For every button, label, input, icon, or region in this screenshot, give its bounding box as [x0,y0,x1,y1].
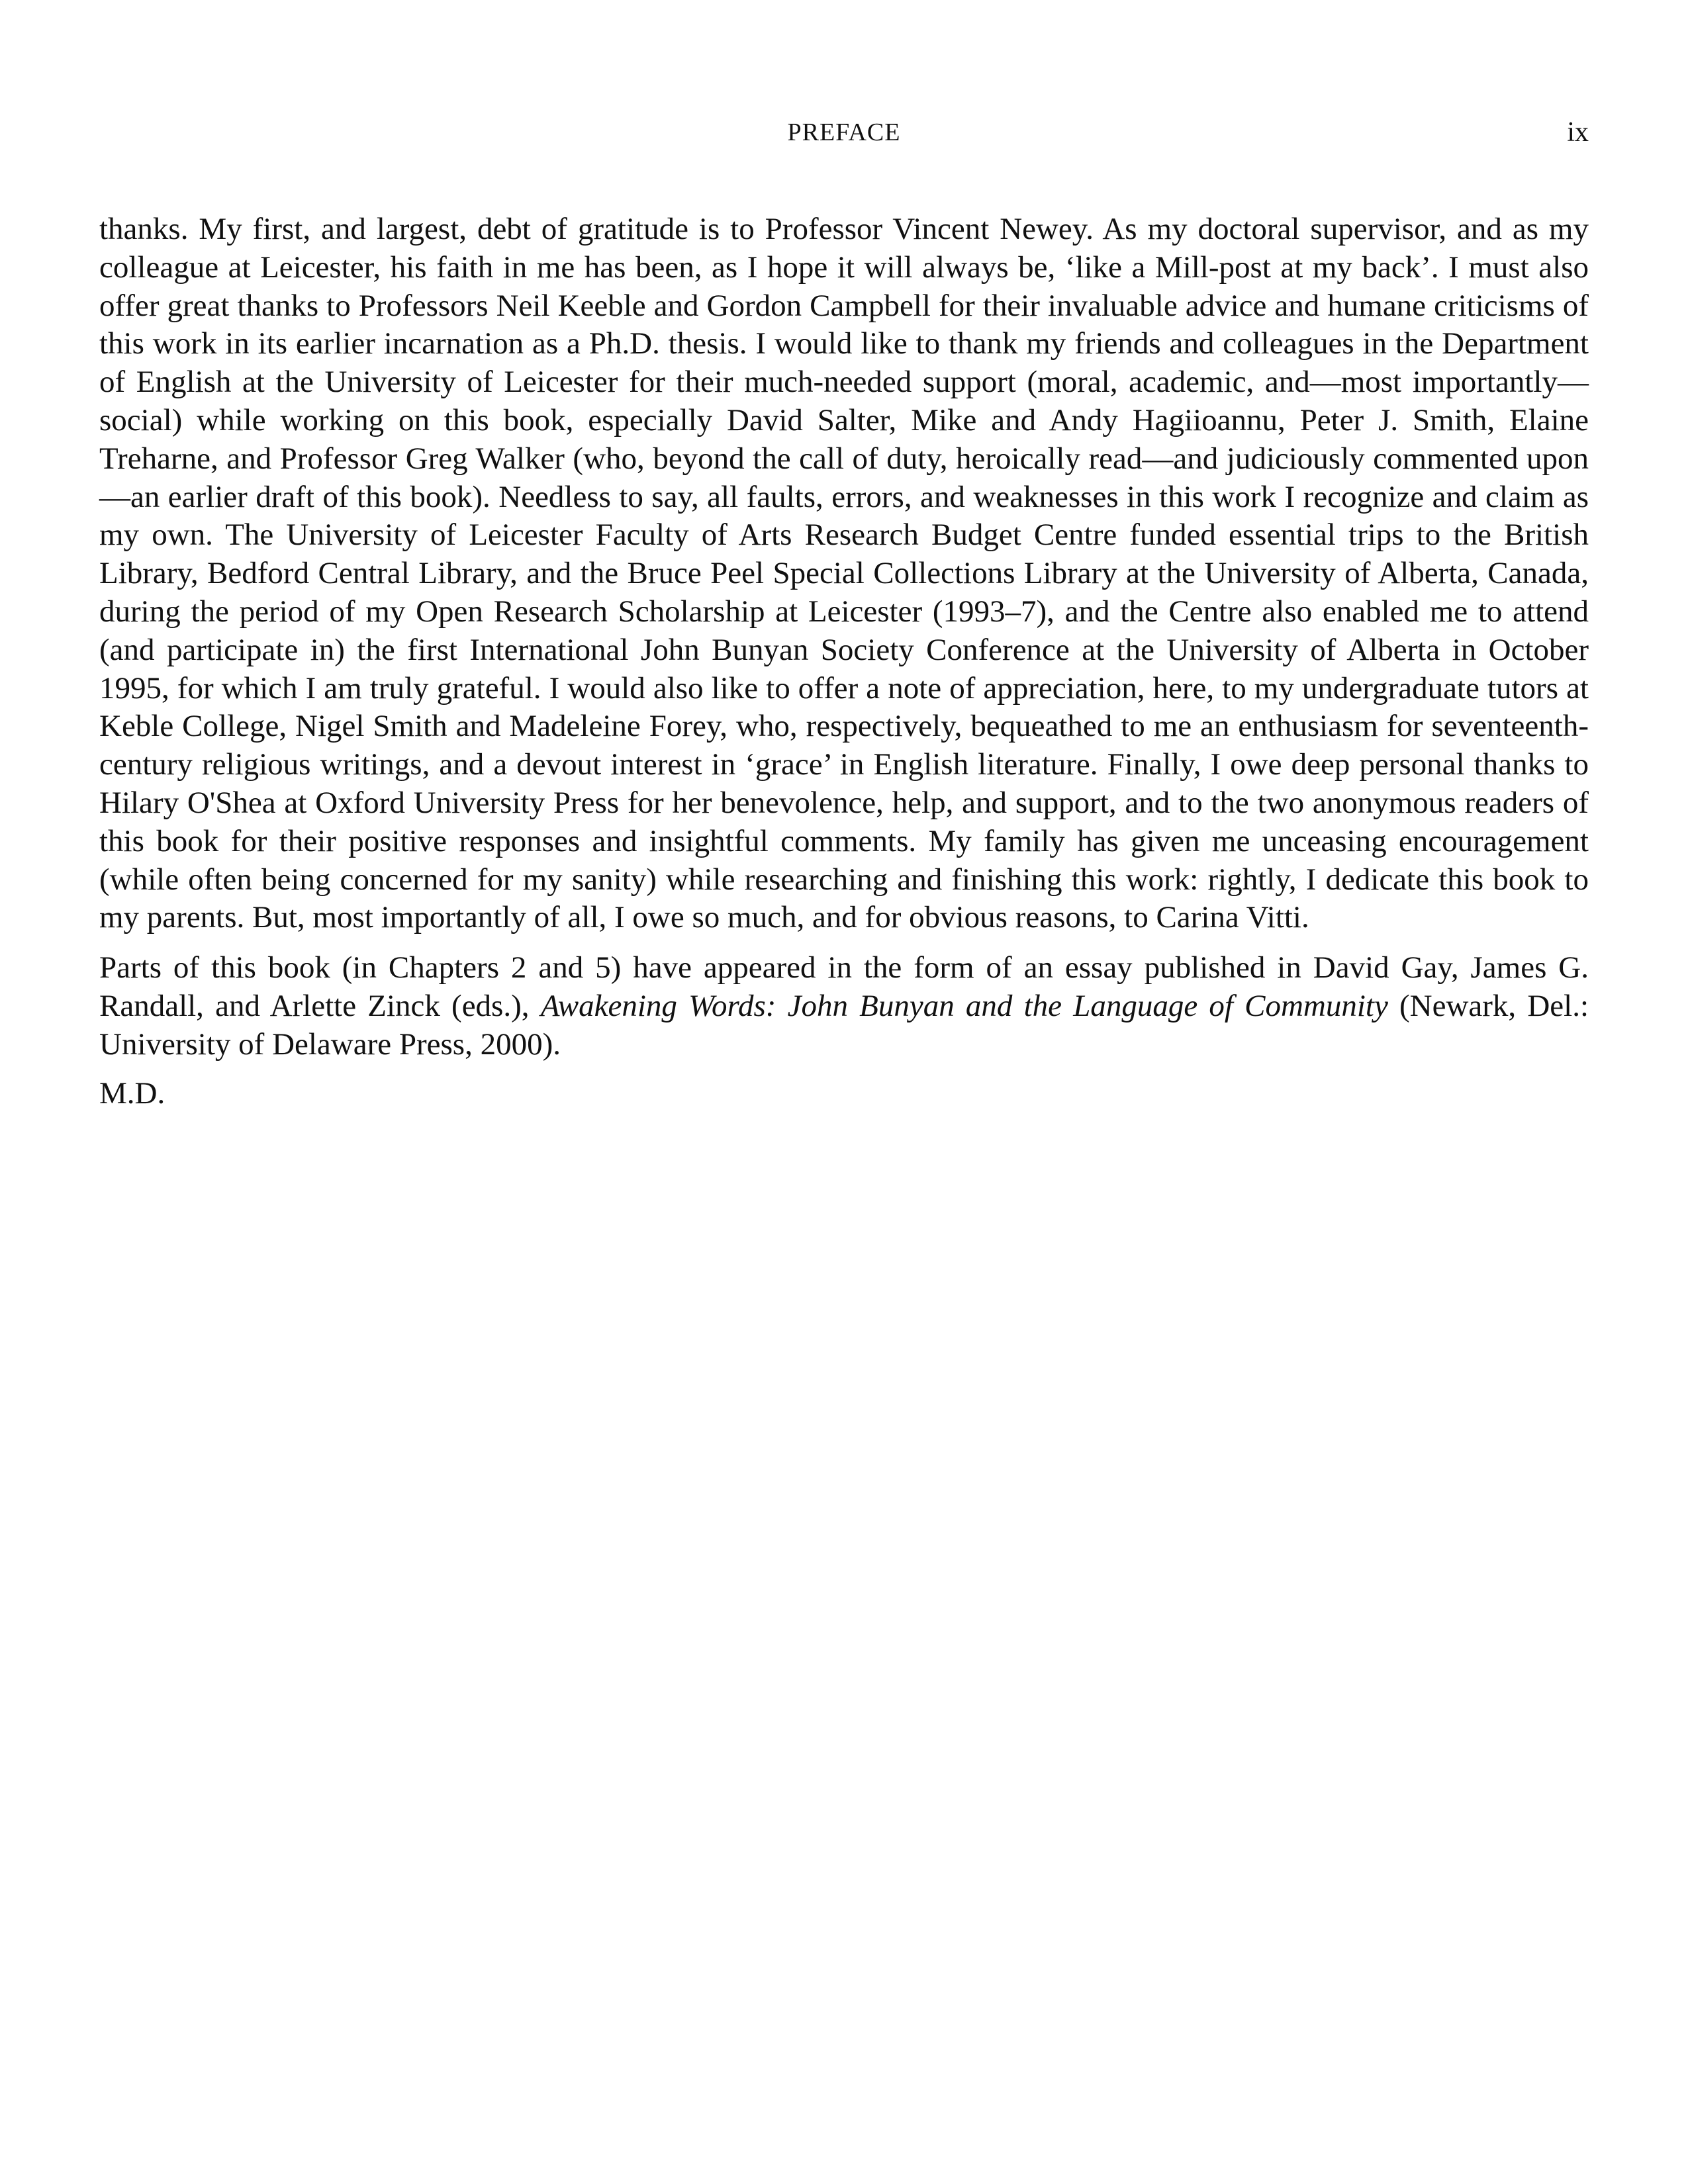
publication-note-paragraph [99,949,1589,1064]
signature: M.D. [99,1075,165,1111]
running-title: PREFACE [787,118,901,146]
book-title: Awakening Words: John Bunyan and the Language of Community [540,988,1388,1023]
page-number: ix [1567,117,1589,148]
running-head [99,113,1589,152]
publication-note-tail: (Newark, Del.: University of Delaware Press, 2000). [99,988,1589,1062]
body-text [99,210,1589,1123]
acknowledgements-paragraph: thanks. My first, and largest, debt of gratitude is to Professor Vincent Newey. As my doctoral supervisor, and as my colleague at Leicester, his faith in me has been, as I hope it will always be, ‘like a Mill-post at my back’. I must also offer great thanks to Professors Neil Keeble and Gordon Campbell for their invaluable advice and humane criticisms of this work in its earlier incarnation as a Ph.D. thesis. I would like to thank my friends and colleagues in the Department of English at the University of Leicester for their much-needed support (moral, academic, and—most importantly—social) while working on this book, especially David Salter, Mike and Andy Hagiioannu, Peter J. Smith, Elaine Treharne, and Professor Greg Walker (who, beyond the call of duty, heroically read—and judiciously commented upon—an earlier draft of this book). Needless to say, all faults, errors, and weaknesses in this work I recognize and claim as my own. The University of Leicester Faculty of Arts Research Budget Centre funded essential trips to the British Library, Bedford Central Library, and the Bruce Peel Special Collections Library at the University of Alberta, Canada, during the period of my Open Research Scholarship at Leicester (1993–7), and the Centre also enabled me to attend (and participate in) the first International John Bunyan Society Conference at the University of Alberta in October 1995, for which I am truly grateful. I would also like to offer a note of appreciation, here, to my undergraduate tutors at Keble College, Nigel Smith and Madeleine Forey, who, respectively, bequeathed to me an enthusiasm for seventeenth-century religious writings, and a devout interest in ‘grace’ in English literature. Finally, I owe deep personal thanks to Hilary O'Shea at Oxford University Press for her benevolence, help, and support, and to the two anonymous readers of this book for their positive responses and insightful comments. My family has given me unceasing encouragement (while often being concerned for my sanity) while researching and finishing this work: rightly, I dedicate this book to my parents. But, most importantly of all, I owe so much, and for obvious reasons, to Carina Vitti. [99,212,1589,935]
publication-note-lead: Parts of this book (in Chapters 2 and 5) have appeared in the form of an essay published in David Gay, James G. Randall, and Arlette Zinck (eds.), [99,950,1589,1023]
